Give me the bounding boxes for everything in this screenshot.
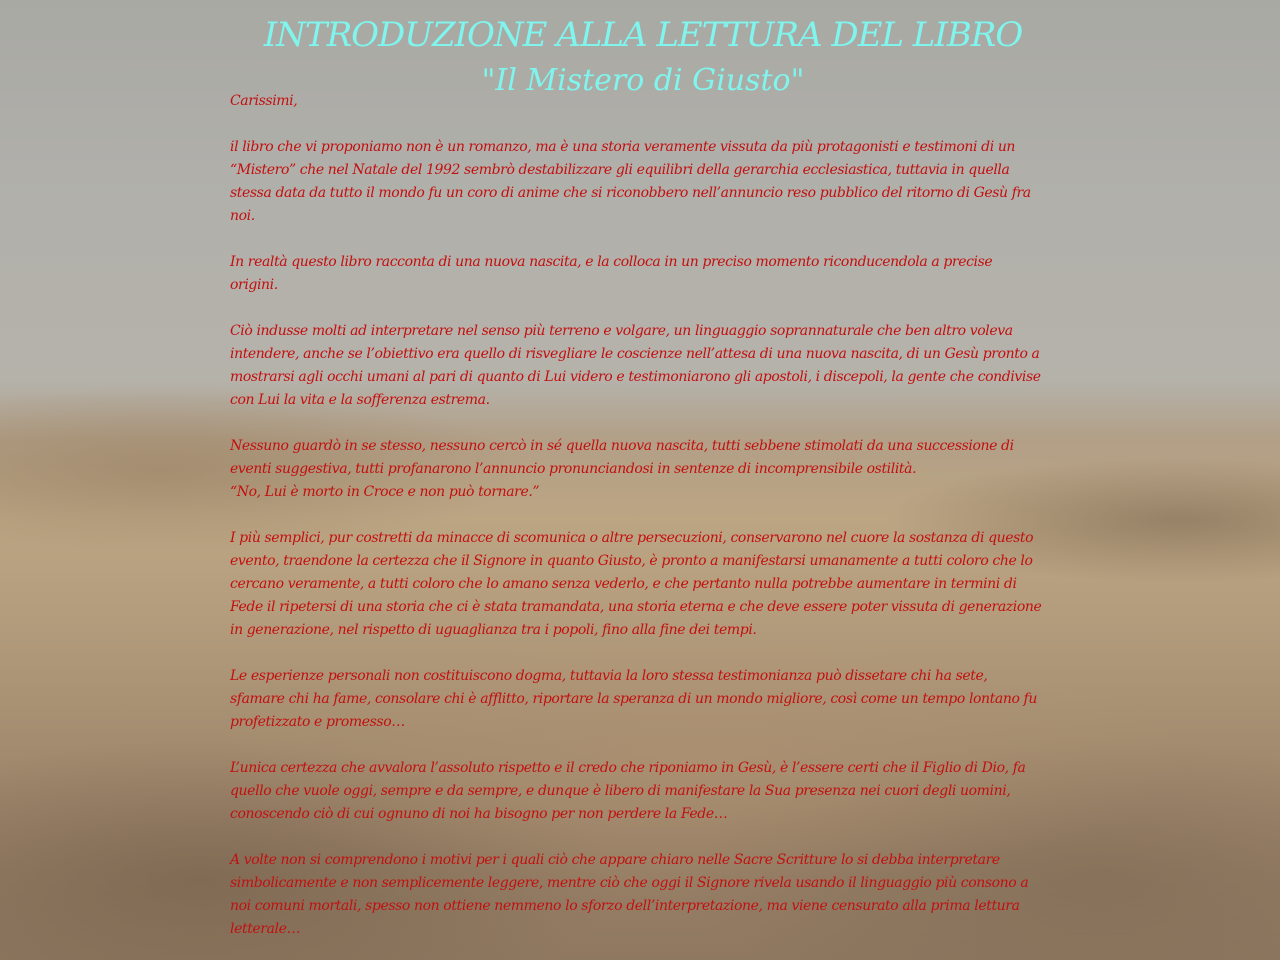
book-title: "Il Mistero di Giusto" <box>481 63 805 98</box>
page-title: INTRODUZIONE ALLA LETTURA DEL LIBRO <box>263 15 1023 55</box>
paragraph-1: il libro che vi proponiamo non è un romanzo, ma è una storia veramente vissuta da più protagonisti e testimoni di un “Mistero” che nel Natale del 1992 sembrò destabilizzare gli equilibri della gerarchia ecclesiastica, tuttavia in quella stessa data da tutto il mondo fu un coro di anime che si riconobbero nell’annuncio reso pubblico del ritorno di Gesù fra noi. <box>230 139 1031 224</box>
quote-line: “No, Lui è morto in Croce e non può tornare.” <box>230 484 540 500</box>
paragraph-5: I più semplici, pur costretti da minacce di scomunica o altre persecuzioni, conservarono nel cuore la sostanza di questo evento, traendone la certezza che il Signore in quanto Giusto, è pronto a manifestarsi umanamente a tutti coloro che lo cercano veramente, a tutti coloro che lo amano senza vederlo, e che pertanto nulla potrebbe aumentare in termini di Fede il ripetersi di una storia che ci è stata tramandata, una storia eterna e che deve essere poter vissuta di generazione in generazione, nel rispetto di uguaglianza tra i popoli, fino alla fine dei tempi. <box>230 530 1042 638</box>
introduction-text <box>230 90 1042 941</box>
paragraph-6: Le esperienze personali non costituiscono dogma, tuttavia la loro stessa testimonianza può dissetare chi ha sete, sfamare chi ha fame, consolare chi è afflitto, riportare la speranza di un mondo migliore, così come un tempo lontano fu profetizzato e promesso… <box>230 668 1037 730</box>
paragraph-4: Nessuno guardò in se stesso, nessuno cercò in sé quella nuova nascita, tutti sebbene stimolati da una successione di eventi suggestiva, tutti profanarono l’annuncio pronunciandosi in sentenze di incomprensibile ostilità. <box>230 438 1014 477</box>
greeting: Carissimi, <box>230 93 298 109</box>
paragraph-8: A volte non si comprendono i motivi per i quali ciò che appare chiaro nelle Sacre Scritture lo si debba interpretare simbolicamente e non semplicemente leggere, mentre ciò che oggi il Signore rivela usando il linguaggio più consono a noi comuni mortali, spesso non ottiene nemmeno lo sforzo dell’interpretazione, ma viene censurato alla prima lettura letterale… <box>230 852 1029 937</box>
paragraph-2: In realtà questo libro racconta di una nuova nascita, e la colloca in un preciso momento riconducendola a precise origini. <box>230 254 993 293</box>
paragraph-7: L’unica certezza che avvalora l’assoluto rispetto e il credo che riponiamo in Gesù, è l’essere certi che il Figlio di Dio, fa quello che vuole oggi, sempre e da sempre, e dunque è libero di manifestare la Sua presenza nei cuori degli uomini, conoscendo ciò di cui ognuno di noi ha bisogno per non perdere la Fede… <box>230 760 1026 822</box>
paragraph-3: Ciò indusse molti ad interpretare nel senso più terreno e volgare, un linguaggio soprannaturale che ben altro voleva intendere, anche se l’obiettivo era quello di risvegliare le coscienze nell’attesa di una nuova nascita, di un Gesù pronto a mostrarsi agli occhi umani al pari di quanto di Lui videro e testimoniarono gli apostoli, i discepoli, la gente che condivise con Lui la vita e la sofferenza estrema. <box>230 323 1041 408</box>
